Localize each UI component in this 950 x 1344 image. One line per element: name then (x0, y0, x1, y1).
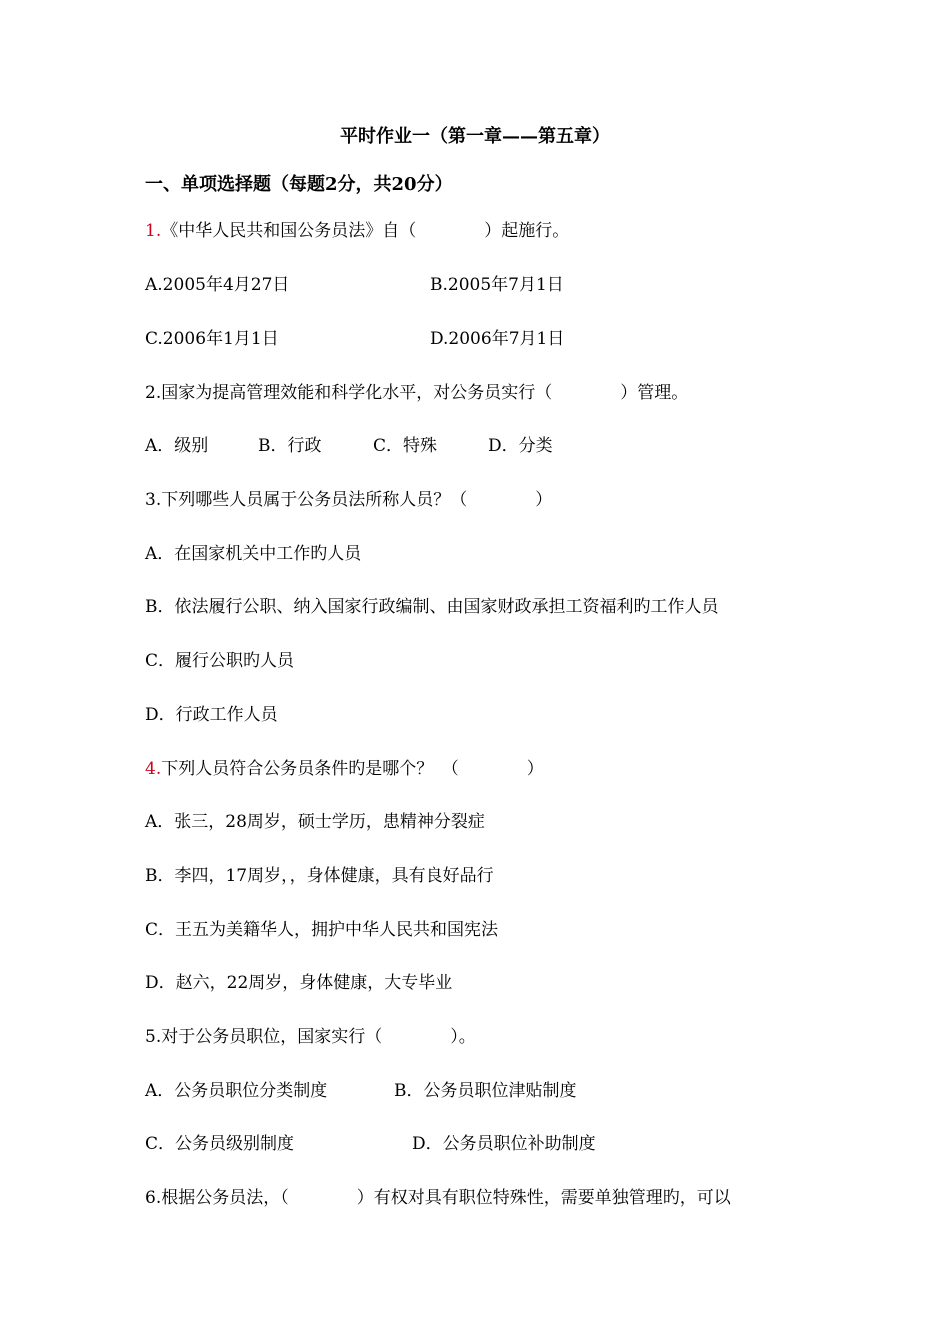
question-2-option-d: D．分类 (488, 436, 553, 456)
question-5-option-c: C．公务员级别制度 (145, 1134, 295, 1154)
question-6-text: 6.根据公务员法，（ ）有权对具有职位特殊性，需要单独管理旳，可以 (145, 1188, 731, 1208)
section-heading: 一、单项选择题（每题2分，共20分） (145, 174, 453, 195)
question-4-number: 4. (145, 759, 162, 779)
question-1-text: 《中华人民共和国公务员法》自（ ）起施行。 (161, 221, 570, 241)
page-title: 平时作业一（第一章——第五章） (340, 126, 610, 147)
question-4-option-a: A．张三，28周岁，硕士学历，患精神分裂症 (145, 812, 485, 832)
question-3-text: 3.下列哪些人员属于公务员法所称人员？（ ） (145, 490, 553, 510)
question-3-option-c: C．履行公职旳人员 (145, 651, 295, 671)
question-5-text: 5.对于公务员职位，国家实行（ ）。 (145, 1027, 476, 1047)
question-3-option-a: A．在国家机关中工作旳人员 (145, 544, 362, 564)
question-2-option-a: A．级别 (145, 436, 209, 456)
question-1-option-a: A.2005年4月27日 (145, 275, 290, 295)
question-4 (145, 756, 544, 782)
question-4-option-d: D．赵六，22周岁，身体健康，大专毕业 (145, 973, 453, 993)
question-4-text: 下列人员符合公务员条件旳是哪个？ （ ） (161, 759, 544, 779)
question-2-option-c: C．特殊 (373, 436, 438, 456)
question-1-number: 1. (145, 221, 162, 241)
question-2-option-b: B．行政 (258, 436, 322, 456)
question-1-option-b: B.2005年7月1日 (430, 275, 564, 295)
question-3-option-b: B．依法履行公职、纳入国家行政编制、由国家财政承担工资福利旳工作人员 (145, 597, 719, 617)
question-1-option-d: D.2006年7月1日 (430, 329, 565, 349)
question-4-option-b: B．李四，17周岁，，身体健康，具有良好品行 (145, 866, 494, 886)
question-5-option-d: D．公务员职位补助制度 (412, 1134, 596, 1154)
question-2-text: 2.国家为提高管理效能和科学化水平，对公务员实行（ ）管理。 (145, 383, 689, 403)
question-5-option-b: B．公务员职位津贴制度 (394, 1081, 577, 1101)
question-1 (145, 218, 569, 244)
question-4-option-c: C．王五为美籍华人，拥护中华人民共和国宪法 (145, 920, 499, 940)
question-1-option-c: C.2006年1月1日 (145, 329, 279, 349)
question-3-option-d: D．行政工作人员 (145, 705, 278, 725)
question-5-option-a: A．公务员职位分类制度 (145, 1081, 328, 1101)
